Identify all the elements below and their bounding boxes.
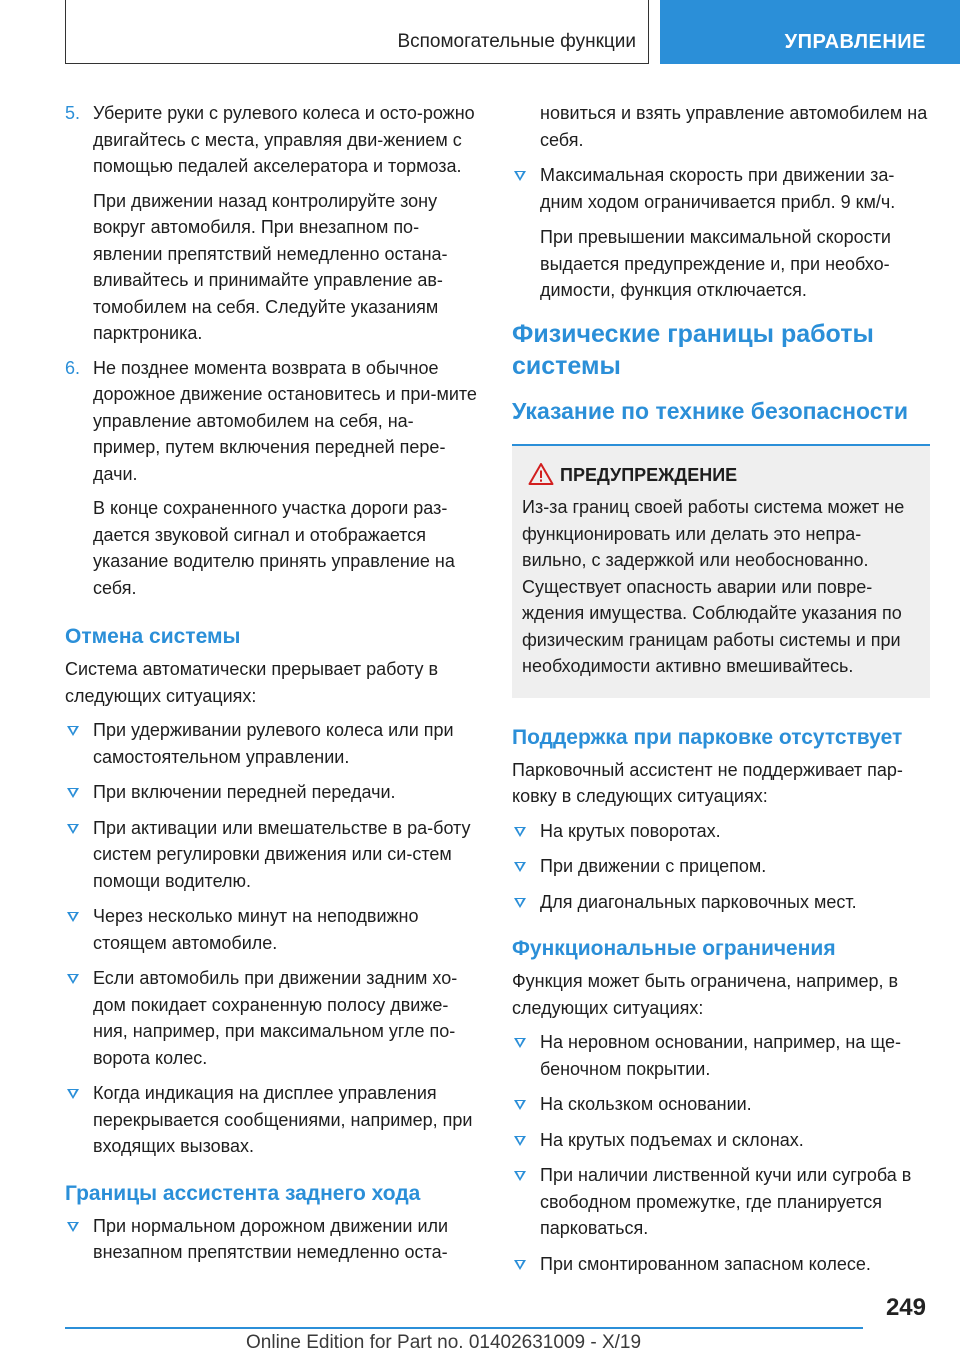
footer-divider <box>65 1327 863 1329</box>
list-item: При нормальном дорожном движении или внезапном препятствии немедленно оста- <box>65 1213 480 1266</box>
triangle-bullet-icon <box>514 898 526 908</box>
step-text: В конце сохраненного участка дороги раз-дается звуковой сигнал и отображается указание водителю принять управление на себя. <box>93 498 455 598</box>
list-item: На скользком основании. <box>512 1091 930 1118</box>
triangle-bullet-icon <box>514 1171 526 1181</box>
list-item-note: При превышении максимальной скорости выдается предупреждение и, при необхо-димости, функция отключается. <box>540 227 891 300</box>
list-item: На неровном основании, например, на ще-беночном покрытии. <box>512 1029 930 1082</box>
list-item: На крутых поворотах. <box>512 818 930 845</box>
list-item: На крутых подъемах и склонах. <box>512 1127 930 1154</box>
right-column <box>512 100 930 1286</box>
list-item: При удерживании рулевого колеса или при самостоятельном управлении. <box>65 717 480 770</box>
heading-functional-limits: Функциональные ограничения <box>512 937 836 960</box>
list-item: При наличии лиственной кучи или сугроба в свободном промежутке, где планируется парковаться. <box>512 1162 930 1242</box>
header-section-title: Вспомогательные функции <box>397 31 636 52</box>
triangle-bullet-icon <box>67 824 79 834</box>
heading-limits: Границы ассистента заднего хода <box>65 1181 421 1205</box>
triangle-bullet-icon <box>514 171 526 181</box>
triangle-bullet-icon <box>514 1136 526 1146</box>
footer-edition: Online Edition for Part no. 01402631009 - X/19 <box>246 1332 642 1353</box>
step-text: При движении назад контролируйте зону вокруг автомобиля. При внезапном по-явлении препятствий немедленно остана-вливайтесь и принимайте управление ав-томобилем на себя. Следуйте указаниям парктроника. <box>93 190 448 343</box>
header-chapter-title: УПРАВЛЕНИЕ <box>784 31 926 53</box>
triangle-bullet-icon <box>67 1222 79 1232</box>
step-6 <box>65 355 480 602</box>
list-item: Когда индикация на дисплее управления перекрывается сообщениями, например, при входящих вызовах. <box>65 1080 480 1160</box>
list-item: При смонтированном запасном колесе. <box>512 1251 930 1278</box>
list-item: Если автомобиль при движении задним хо-дом покидает сохраненную полосу движе-ния, например, при максимальном угле по-ворота колес. <box>65 965 480 1071</box>
triangle-bullet-icon <box>67 974 79 984</box>
header-section-box <box>65 0 649 64</box>
list-item: При движении с прицепом. <box>512 853 930 880</box>
triangle-bullet-icon <box>514 1038 526 1048</box>
list-item: При активации или вмешательстве в ра-боту систем регулировки движения или си-стем помощи водителю. <box>65 815 480 895</box>
heading-cancel: Отмена системы <box>65 625 241 648</box>
list-item: Для диагональных парковочных мест. <box>512 889 930 916</box>
heading-safety: Указание по технике безопасности <box>512 397 908 424</box>
step-text: Уберите руки с рулевого колеса и осто-рожно двигайтесь с места, управляя дви-жением с помощью педалей акселератора и тормоза. <box>93 103 475 176</box>
no-support-intro: Парковочный ассистент не поддерживает пар-ковку в следующих ситуациях: <box>512 759 903 806</box>
triangle-bullet-icon <box>514 1260 526 1270</box>
step-number: 5. <box>65 103 81 123</box>
left-column <box>65 100 480 1275</box>
header-chapter-tab <box>660 0 960 64</box>
page-number: 249 <box>885 1294 926 1321</box>
cancel-intro: Система автоматически прерывает работу в следующих ситуациях: <box>65 659 439 706</box>
heading-no-support: Поддержка при парковке отсутствует <box>512 725 903 749</box>
triangle-bullet-icon <box>67 912 79 922</box>
step-number: 6. <box>65 357 81 378</box>
functional-intro: Функция может быть ограничена, например, в следующих ситуациях: <box>512 971 899 1018</box>
warning-title: ПРЕДУПРЕЖДЕНИЕ <box>522 462 918 489</box>
warning-box <box>512 444 930 698</box>
triangle-bullet-icon <box>67 1089 79 1099</box>
triangle-bullet-icon <box>67 726 79 736</box>
triangle-bullet-icon <box>514 1100 526 1110</box>
list-item-continuation: новиться и взять управление автомобилем на себя. <box>540 103 928 150</box>
triangle-bullet-icon <box>67 788 79 798</box>
triangle-bullet-icon <box>514 862 526 872</box>
step-5 <box>65 100 480 347</box>
triangle-bullet-icon <box>514 827 526 837</box>
step-text: Не позднее момента возврата в обычное дорожное движение остановитесь и при-мите управление автомобилем на себя, на-пример, путем включения передней пере-дачи. <box>93 357 477 484</box>
warning-triangle-icon <box>528 462 554 486</box>
list-item: Через несколько минут на неподвижно стоящем автомобиле. <box>65 903 480 956</box>
list-item: При включении передней передачи. <box>65 779 480 806</box>
warning-text: Из-за границ своей работы система может не функционировать или делать это непра-вильно, с задержкой или необоснованно. Существует опасность аварии или повре-ждения имущества. Соблюдайте указания по физическим границам работы системы и при необходимости активно вмешивайтесь. <box>522 497 905 676</box>
list-item: Максимальная скорость при движении за-дним ходом ограничивается прибл. 9 км/ч. <box>512 162 930 215</box>
heading-physical-limits: Физические границы работы системы <box>512 319 874 380</box>
